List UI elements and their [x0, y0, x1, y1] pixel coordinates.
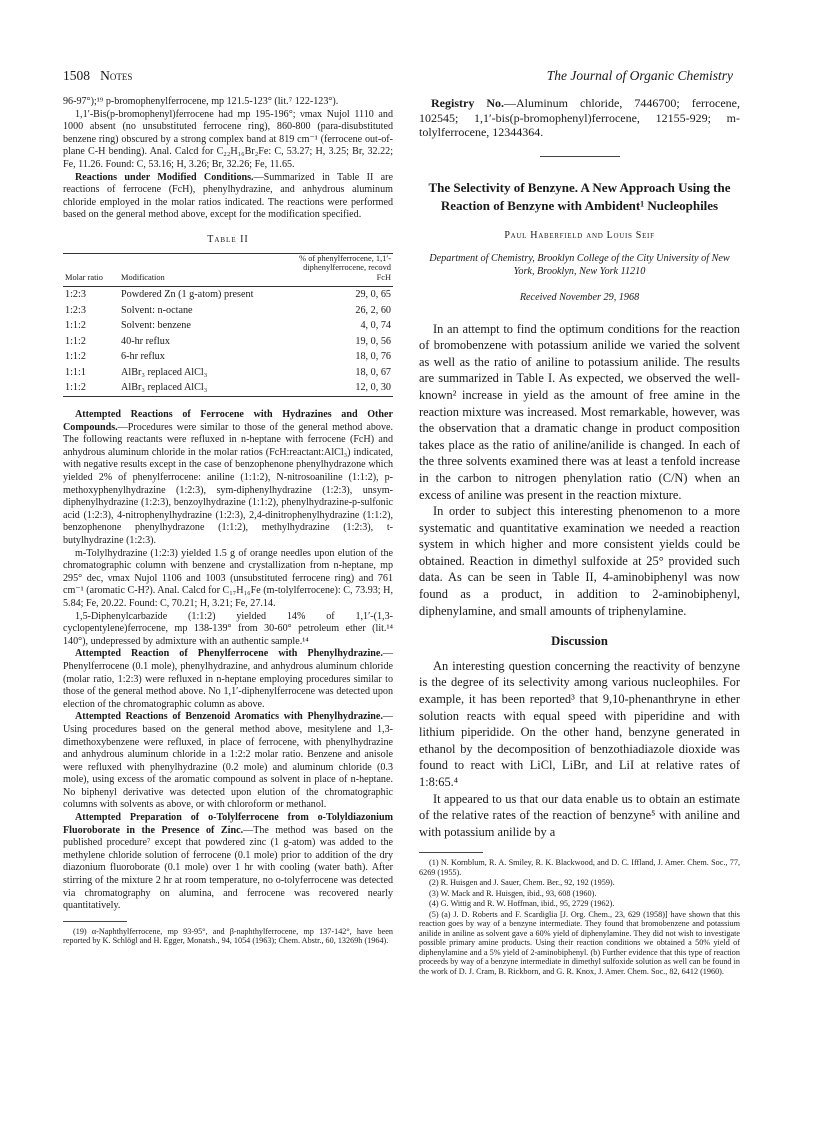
section-name: Notes — [100, 68, 133, 83]
paragraph-hydrazines — [63, 409, 393, 548]
paragraph-text: —Summarized in Table II are reactions of ferrocene (FcH), phenylhydrazine, and anhydrous aluminum chloride employed in the molar ratios indicated. The reactions were performed based on the general method above, except for the modification specified. — [63, 171, 393, 221]
article-title: The Selectivity of Benzyne. A New Approach Using the Reaction of Benzyne with Ambident¹ Nucleophiles — [428, 179, 731, 214]
table-row — [63, 365, 393, 381]
paragraph-text: —Procedures were similar to those of the general method above. The following reactants were refluxed in n-heptane with ferrocene (FcH) and anhydrous aluminum chloride in the molar ratios (FcH:reactant:AlCl₃) indicated, with negative results except in the case of benzophenone phenylhydrazone which yielded 2% of phenylferrocene: aniline (1:1:2), N-nitrosoaniline (1:1:2), p-methoxyphenylhydrazine (1:2:3), sym-diphenylhydrazine (1:2:3), unsym-diphenylhydrazine (1:2:3), benzoylhydrazine (1:1:2), phenylhydrazine-p-sulfonic acid (1:2:3), 4-nitrophenylhydrazine (1:2:3), 2,4-dinitrophenylhydrazine (1:1:2), benzophenone phenylhydrazone (1:1:2), methylhydrazine (1:2:3), t-butylhydrazine (1:2:3). — [63, 421, 393, 547]
paragraph-bis-bromophenyl: 1,1′-Bis(p-bromophenyl)ferrocene had mp 195-196°; νmax Nujol 1110 and 1000 absent (no unsubstituted ferrocene ring), 860-800 (para-disubstituted benzene ring) obscured by a strong complex band at 819 cm⁻¹ (ferrocene out-of-plane C-H bending). Anal. Calcd for C₂₂H₁₆Br₂Fe: C, 53.27; H, 3.25; Br, 32.22; Fe, 11.26. Found: C, 53.16; H, 3.26; Br, 32.26; Fe, 11.65. — [63, 108, 393, 170]
paragraph-modified-conditions — [63, 172, 393, 222]
paragraph-text: —The method was based on the published procedure⁷ except that powdered zinc (1 g-atom) was added to the methylene chloride solution of ferrocene (0.1 mole) prior to addition of the dry diazonium fluoroborate (0.1 mole) over 1 hr with cooling (water bath). After stirring of the mixture 2 hr at room temperature, no o-tolyferrocene was detected via chromatography on alumina, and ferrocene was recovered nearly quantitatively. — [63, 824, 393, 912]
run-in-heading: Registry No. — [431, 96, 504, 110]
cell-modification: Solvent: n-octane — [121, 304, 193, 316]
cell-ratio: 1:1:2 — [65, 351, 86, 363]
footnote: (19) α-Naphthylferrocene, mp 93-95°, and β-naphthylferrocene, mp 137-142°, have been reported by K. Schlögl and H. Egger, Monatsh., 94, 1054 (1963); Chem. Abstr., 60, 13269h (1964). — [63, 926, 393, 946]
table-title: Table II — [207, 233, 249, 245]
table-row — [63, 380, 393, 396]
footnote: (4) G. Wittig and R. W. Hoffman, ibid., 95, 2729 (1962). — [429, 899, 615, 909]
right-column — [419, 96, 740, 977]
cell-modification: 6-hr reflux — [121, 351, 165, 363]
cell-percent: 12, 0, 30 — [297, 380, 393, 396]
column-header-percent: % of phenylferrocene, 1,1′-diphenylferrocene, recovd FcH — [297, 253, 393, 286]
running-header-left — [63, 68, 132, 84]
cell-modification: 40-hr reflux — [121, 335, 170, 347]
cell-percent: 18, 0, 76 — [355, 351, 391, 363]
body-paragraph: It appeared to us that our data enable us to obtain an estimate of the relative rates of the reaction of benzyne⁵ with aniline and with potassium anilide by a — [419, 791, 740, 839]
run-in-heading: Attempted Reaction of Phenylferrocene with Phenylhydrazine. — [75, 648, 383, 660]
cell-ratio: 1:1:2 — [65, 320, 86, 332]
run-in-heading: Attempted Reactions of Benzenoid Aromatics with Phenylhydrazine. — [75, 711, 383, 723]
authors: Paul Haberfield and Louis Seif — [504, 229, 655, 241]
footnote-rule — [63, 921, 127, 922]
footnote: (5) (a) J. D. Roberts and F. Scardiglia [J. Org. Chem., 23, 629 (1958)] have shown that this reaction goes by way of a benzyne intermediate. They found that bromobenzene and potassium anilide in aniline as solvent gave a 60% yield of diphenylamine. They did not wish to investigate possible primary amine products. Using their reaction conditions we obtained a 50% yield of diphenylamine and a 5% yield of 2-aminobiphenyl. (b) Further evidence that this type of reaction proceeds by way of a benzyne intermediate in dimethyl sulfoxide solution as well can be found in the work of D. J. Cram, B. Rickborn, and G. R. Knox, J. Amer. Chem. Soc., 82, 6412 (1960). — [419, 909, 740, 976]
run-in-heading: Attempted Reactions of Ferrocene with Hydrazines and Other Compounds. — [63, 409, 393, 433]
cell-percent: 4, 0, 74 — [360, 320, 391, 332]
paragraph-text: —Using procedures based on the general method above, mesitylene and 1,3-dimethoxybenzene were refluxed, in place of ferrocene, with phenylhydrazine and anhydrous aluminum chloride in a 1:2:2 molar ratio. Benzene and anisole were refluxed with phenylhydrazine (0.2 mole) and aluminum chloride (0.3 mole), using excess of the aromatic compound as solvent in place of n-heptane. No biphenyl derivative was detected upon elution of the chromatographic columns with solvents as above, or with chloroform or methanol. — [63, 711, 393, 811]
left-column — [63, 96, 393, 947]
paragraph-m-tolylhydrazine: m-Tolylhydrazine (1:2:3) yielded 1.5 g of orange needles upon elution of the chromatographic column with benzene and crystallization from n-heptane, mp 295° dec, νmax Nujol 1106 and 1003 (unsubstituted ferrocene ring) and 761 cm⁻¹ (aromatic C-H?). Anal. Calcd for C₁₇H₁₆Fe (m-tolylferrocene): C, 73.93; H, 5.84; Fe, 20.22. Found: C, 70.21; H, 3.21; Fe, 27.14. — [63, 547, 393, 609]
journal-name: The Journal of Organic Chemistry — [546, 68, 733, 83]
run-in-heading: Reactions under Modified Conditions. — [75, 171, 254, 183]
article-separator — [540, 156, 620, 157]
section-heading-discussion: Discussion — [551, 634, 608, 649]
registry-numbers — [419, 96, 740, 140]
registry-text: —Aluminum chloride, 7446700; ferrocene, 102545; 1,1′-bis(p-bromophenyl)ferrocene, 12155-929; m-tolylferrocene, 12344364. — [419, 96, 740, 140]
table-row — [63, 334, 393, 350]
paragraph-text: —Phenylferrocene (0.1 mole), phenylhydrazine, and anhydrous aluminum chloride (molar ratio, 1:2:3) were refluxed in n-heptane employing procedures similar to those of the general method above. No 1,1′-diphenylferrocene was detected upon election of the chromatographic column as above. — [63, 648, 393, 710]
body-paragraph: An interesting question concerning the reactivity of benzyne is the degree of its selectivity among various nucleophiles. For example, it has been reported³ that 9,10-phenanthryne in ether solution reacts with equal speed with piperidine and with lithium piperidide. On the other hand, benzyne generated in ethanol by the decomposition of benzothiadiazole dioxide was found to react with LiCl, LiBr, and LiI at relative rates of 1:8:65.⁴ — [419, 658, 740, 789]
affiliation: Department of Chemistry, Brooklyn College of the City University of New York, Brooklyn, New York 11210 — [429, 252, 730, 277]
cell-ratio: 1:1:2 — [63, 380, 119, 396]
paragraph-continued: 96-97°);¹⁹ p-bromophenylferrocene, mp 121.5-123° (lit.⁷ 122-123°). — [63, 96, 339, 107]
footnote-rule — [419, 852, 483, 853]
cell-percent: 29, 0, 65 — [355, 288, 391, 300]
body-paragraph: In an attempt to find the optimum conditions for the reaction of bromobenzene with potassium anilide we varied the solvent as well as the ratio of aniline to potassium anilide. The results are summarized in Table I. As expected, we observed the well-known² increase in yield as the amount of free amine in the reaction mixture was increased. Most remarkable, however, was the observation that a dramatic change in product composition takes place as the ratio of aniline/anilide is changed. In each of the three solvents examined there was at least a tenfold increase in the carbon to nitrogen phenylation ratio (C/N) when an excess of aniline was present in the reaction mixture. — [419, 321, 740, 502]
cell-ratio: 1:1:1 — [65, 366, 86, 378]
page-number: 1508 — [63, 68, 90, 83]
cell-modification: Powdered Zn (1 g-atom) present — [121, 288, 254, 300]
paragraph-diphenylcarbazide: 1,5-Diphenylcarbazide (1:1:2) yielded 14% of 1,1′-(1,3-cyclopentylene)ferrocene, mp 138-139° from 30-60° petroleum ether (lit.¹⁴ 140°), undepressed by admixture with an authentic sample.¹⁴ — [63, 610, 393, 647]
table-ii — [63, 253, 393, 398]
table-row — [63, 286, 393, 302]
cell-ratio: 1:2:3 — [65, 304, 86, 316]
received-date: Received November 29, 1968 — [519, 291, 640, 303]
cell-modification: AlBr₃ replaced AlCl₃ — [119, 380, 297, 396]
column-header-ratio: Molar ratio — [63, 253, 119, 286]
cell-modification: AlBr₃ replaced AlCl₃ — [121, 366, 208, 378]
body-paragraph: In order to subject this interesting phenomenon to a more systematic and quantitative examination we needed a reaction system in which higher and more consistent yields could be obtained. Reaction in dimethyl sulfoxide at 25° provided such data. As can be seen in Table II, 4-aminobiphenyl was now found as a product, in addition to 2-aminobiphenyl, diphenylamine, and small amounts of triphenylamine. — [419, 504, 740, 618]
cell-ratio: 1:2:3 — [65, 288, 86, 300]
table-row — [63, 349, 393, 365]
cell-percent: 26, 2, 60 — [355, 304, 391, 316]
article-body — [419, 321, 740, 841]
footnotes-left — [63, 927, 393, 946]
cell-percent: 18, 0, 67 — [355, 366, 391, 378]
paragraph-phenylferrocene — [63, 648, 393, 711]
footnotes-right — [419, 858, 740, 976]
paragraph-o-tolylferrocene — [63, 812, 393, 913]
paragraph-benzenoid — [63, 711, 393, 812]
cell-ratio: 1:1:2 — [65, 335, 86, 347]
footnote: (2) R. Huisgen and J. Sauer, Chem. Ber., 92, 192 (1959). — [429, 878, 615, 888]
cell-percent: 19, 0, 56 — [355, 335, 391, 347]
footnote: (1) N. Kornblum, R. A. Smiley, R. K. Blackwood, and D. C. Iffland, J. Amer. Chem. Soc., 77, 6269 (1955). — [419, 858, 740, 877]
run-in-heading: Attempted Preparation of o-Tolylferrocene from o-Tolyldiazonium Fluoroborate in the Presence of Zinc. — [63, 812, 393, 836]
cell-modification: Solvent: benzene — [121, 320, 191, 332]
table-row — [63, 318, 393, 334]
column-header-modification: Modification — [119, 253, 297, 286]
footnote: (3) W. Mack and R. Huisgen, ibid., 93, 608 (1960). — [429, 888, 597, 898]
table-row — [63, 303, 393, 319]
